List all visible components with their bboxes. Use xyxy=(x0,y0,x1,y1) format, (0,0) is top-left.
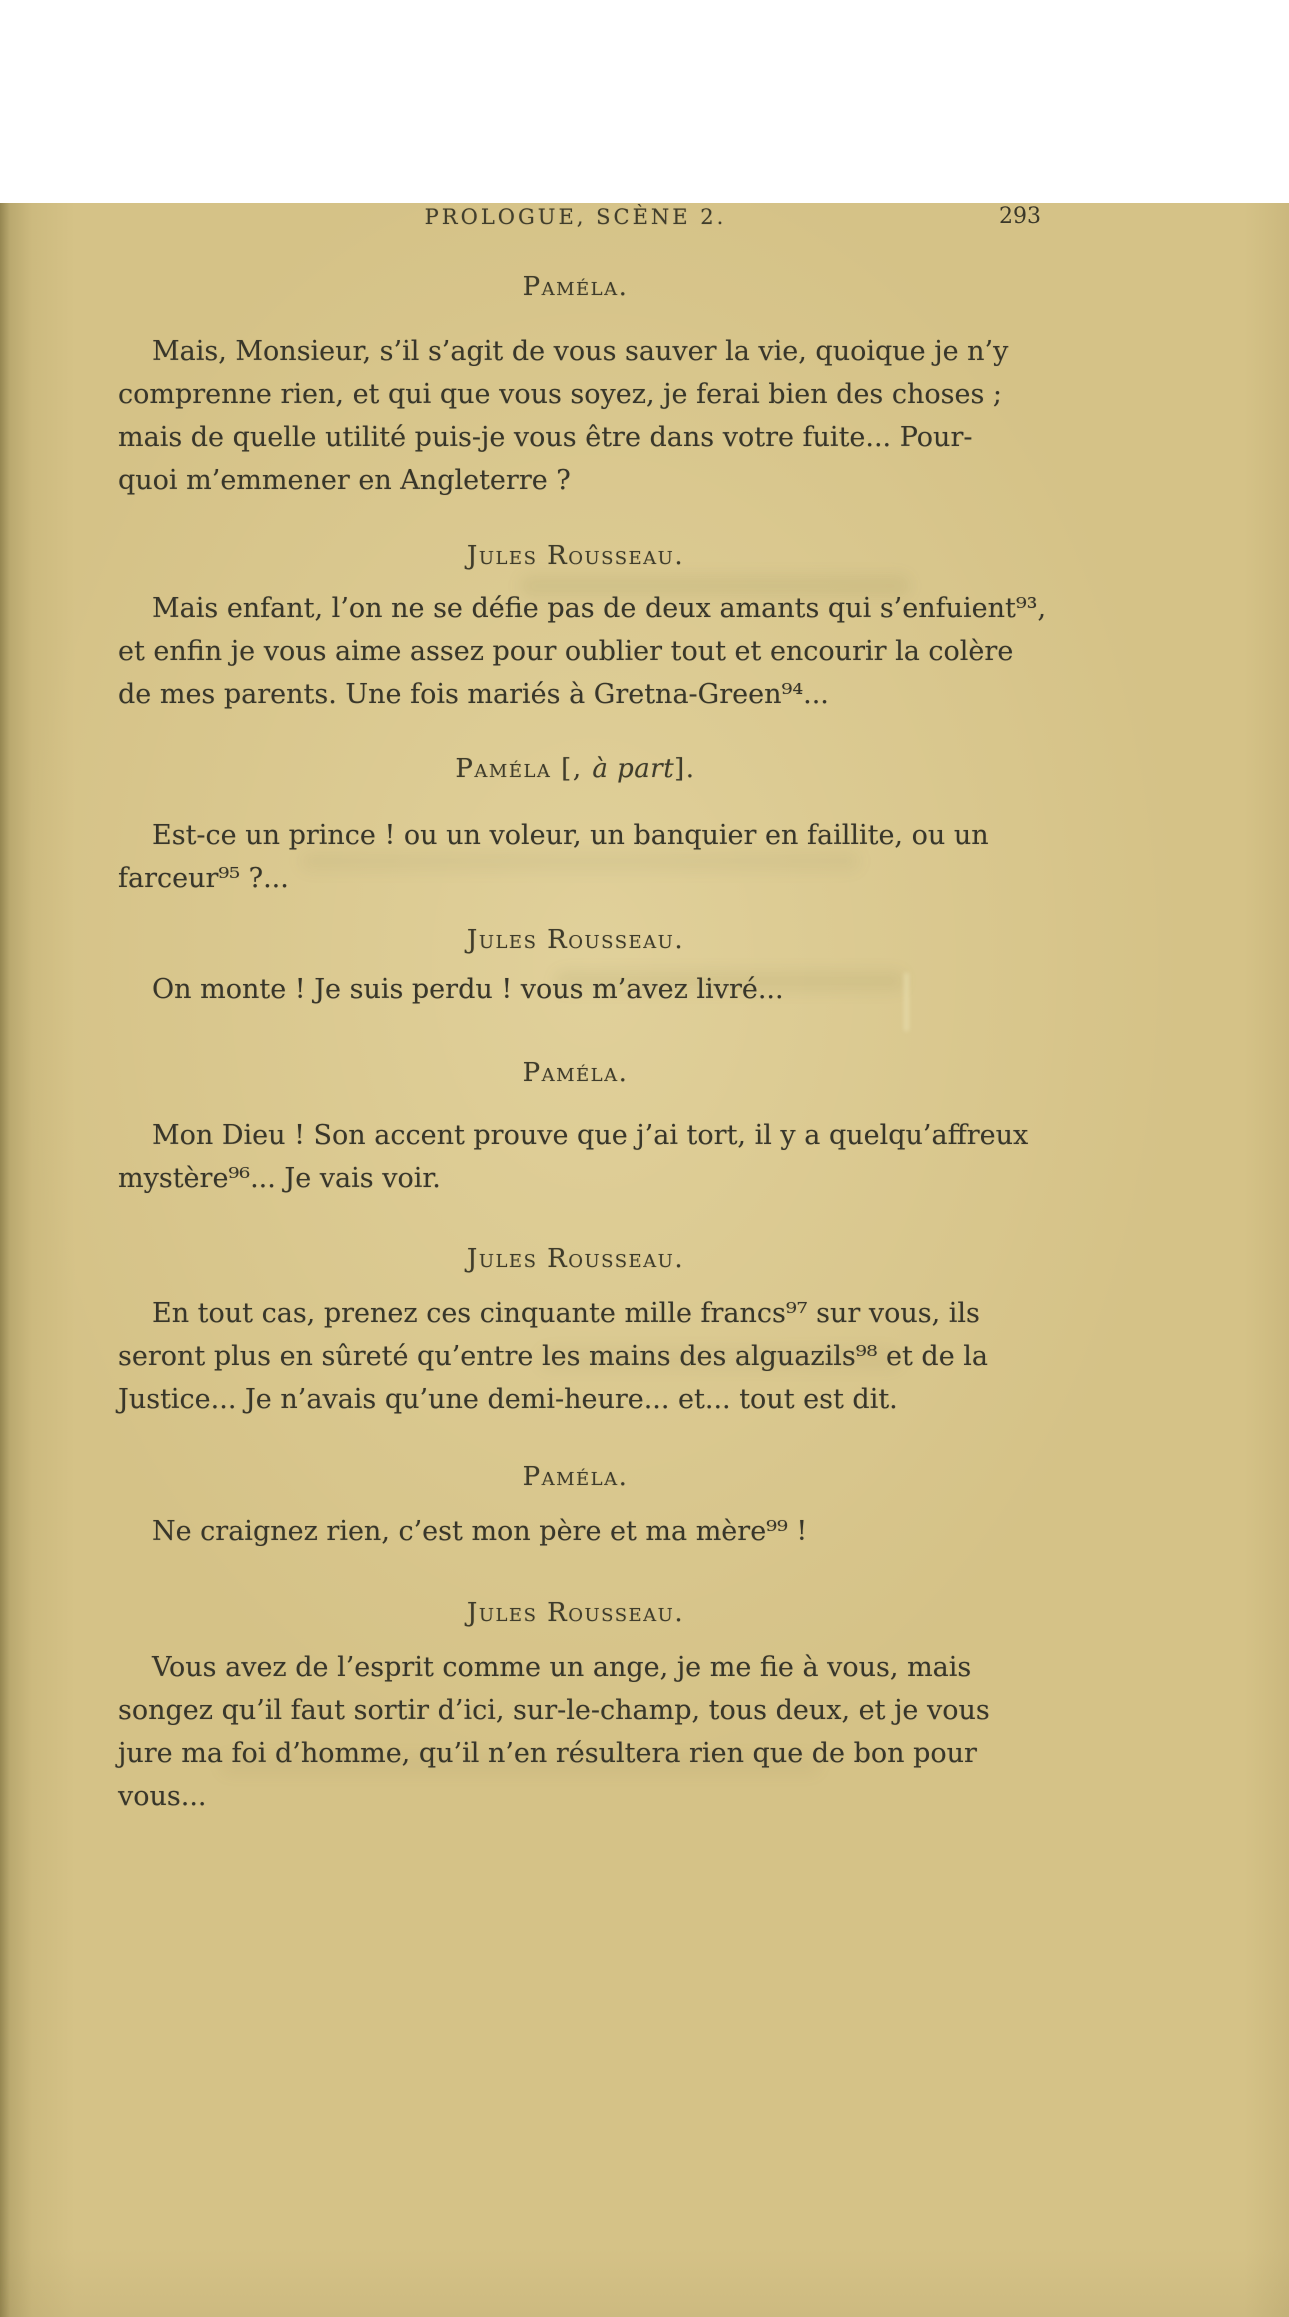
speaker-name: Jules Rousseau. xyxy=(466,1244,685,1274)
dialogue-line: Mais, Monsieur, s’il s’agit de vous sauver la vie, quoique je n’y xyxy=(152,336,1009,367)
dialogue-line: vous... xyxy=(118,1781,207,1812)
running-header-title: PROLOGUE, SCÈNE 2. xyxy=(424,205,727,229)
dialogue-line: songez qu’il faut sortir d’ici, sur-le-champ, tous deux, et je vous xyxy=(118,1695,990,1726)
dialogue-line: de mes parents. Une fois mariés à Gretna-Green⁹⁴... xyxy=(118,679,829,710)
stage-direction: à part xyxy=(592,754,675,784)
dialogue-line: mais de quelle utilité puis-je vous être dans votre fuite... Pour- xyxy=(118,422,973,453)
aside-bracket-close: ]. xyxy=(674,754,696,784)
dialogue-line: et enfin je vous aime assez pour oublier tout et encourir la colère xyxy=(118,636,1014,667)
speaker-heading-pamela xyxy=(118,272,1033,302)
aside-bracket-open: [, xyxy=(551,754,593,784)
dialogue-line: Mais enfant, l’on ne se défie pas de deux amants qui s’enfuient⁹³, xyxy=(152,593,1047,624)
speaker-heading-jules-rousseau xyxy=(118,925,1033,955)
dialogue-line: On monte ! Je suis perdu ! vous m’avez livré... xyxy=(152,974,784,1005)
dialogue-line: seront plus en sûreté qu’entre les mains des alguazils⁹⁸ et de la xyxy=(118,1341,988,1372)
dialogue-line: Justice... Je n’avais qu’une demi-heure... et... tout est dit. xyxy=(118,1384,898,1415)
speaker-name: Jules Rousseau. xyxy=(466,541,685,571)
speaker-heading-jules-rousseau xyxy=(118,1598,1033,1628)
speaker-heading-jules-rousseau xyxy=(118,541,1033,571)
dialogue-line: En tout cas, prenez ces cinquante mille francs⁹⁷ sur vous, ils xyxy=(152,1298,980,1329)
speaker-heading-jules-rousseau xyxy=(118,1244,1033,1274)
dialogue-paragraph xyxy=(118,1292,1033,1421)
dialogue-paragraph xyxy=(118,1114,1033,1200)
dialogue-line: Est-ce un prince ! ou un voleur, un banquier en faillite, ou un xyxy=(152,820,989,851)
speaker-name: Jules Rousseau. xyxy=(466,1598,685,1628)
dialogue-paragraph xyxy=(118,1646,1033,1818)
speaker-heading-pamela-aside xyxy=(118,754,1033,784)
speaker-heading-pamela xyxy=(118,1462,1033,1492)
dialogue-paragraph xyxy=(118,587,1047,716)
dialogue-line: mystère⁹⁶... Je vais voir. xyxy=(118,1163,441,1194)
running-header xyxy=(118,203,1041,231)
text-column xyxy=(0,203,1047,1818)
dialogue-paragraph xyxy=(118,330,1033,502)
dialogue-paragraph xyxy=(118,968,1033,1011)
speaker-heading-pamela xyxy=(118,1058,1033,1088)
dialogue-paragraph xyxy=(118,814,1033,900)
dialogue-line: Vous avez de l’esprit comme un ange, je me fie à vous, mais xyxy=(152,1652,972,1683)
dialogue-line: jure ma foi d’homme, qu’il n’en résultera rien que de bon pour xyxy=(118,1738,977,1769)
dialogue-line: Ne craignez rien, c’est mon père et ma mère⁹⁹ ! xyxy=(152,1516,808,1547)
dialogue-paragraph xyxy=(118,1510,1033,1553)
dialogue-line: quoi m’emmener en Angleterre ? xyxy=(118,465,571,496)
page-number: 293 xyxy=(999,204,1041,229)
speaker-name: Paméla. xyxy=(522,272,629,302)
speaker-name: Paméla xyxy=(455,754,552,784)
speaker-name: Paméla. xyxy=(522,1058,629,1088)
dialogue-line: comprenne rien, et qui que vous soyez, je ferai bien des choses ; xyxy=(118,379,1002,410)
dialogue-line: Mon Dieu ! Son accent prouve que j’ai tort, il y a quelqu’affreux xyxy=(152,1120,1029,1151)
scanned-book-page xyxy=(0,203,1289,2317)
speaker-name: Paméla. xyxy=(522,1462,629,1492)
speaker-name: Jules Rousseau. xyxy=(466,925,685,955)
dialogue-line: farceur⁹⁵ ?... xyxy=(118,863,289,894)
